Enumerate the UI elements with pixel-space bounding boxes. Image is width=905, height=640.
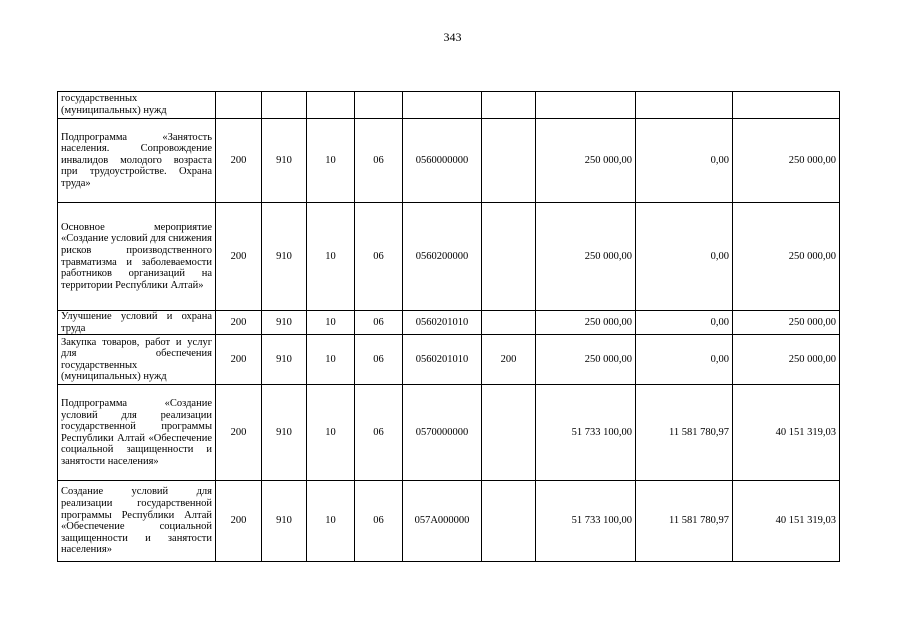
ved-code-cell: 200 bbox=[216, 335, 262, 385]
ved-code-cell: 200 bbox=[216, 481, 262, 562]
row-name-cell: Подпрограмма «Занятость населения. Сопровождение инвалидов молодого возраста при трудоустройстве. Охрана труда» bbox=[58, 119, 216, 203]
ved-code-cell bbox=[216, 92, 262, 119]
planned-amount-cell: 250 000,00 bbox=[536, 311, 636, 335]
executed-amount-cell: 0,00 bbox=[636, 311, 733, 335]
row-name-cell: Создание условий для реализации государственной программы Республики Алтай «Обеспечение социальной защищенности и занятости населения» bbox=[58, 481, 216, 562]
target-article-code-cell: 0560201010 bbox=[403, 311, 482, 335]
page-number: 343 bbox=[443, 30, 462, 44]
remainder-amount-cell: 250 000,00 bbox=[733, 311, 840, 335]
ved-code-cell: 200 bbox=[216, 119, 262, 203]
planned-amount-cell: 250 000,00 bbox=[536, 203, 636, 311]
planned-amount-cell: 250 000,00 bbox=[536, 119, 636, 203]
expense-type-code-cell bbox=[482, 311, 536, 335]
ved-code-cell: 200 bbox=[216, 385, 262, 481]
section-code-cell: 06 bbox=[355, 385, 403, 481]
planned-amount-cell bbox=[536, 92, 636, 119]
razdel-code-cell: 910 bbox=[262, 335, 307, 385]
target-article-code-cell: 057А000000 bbox=[403, 481, 482, 562]
podrazdel-code-cell: 10 bbox=[307, 481, 355, 562]
table-row bbox=[58, 311, 840, 335]
remainder-amount-cell: 40 151 319,03 bbox=[733, 385, 840, 481]
section-code-cell: 06 bbox=[355, 481, 403, 562]
podrazdel-code-cell: 10 bbox=[307, 335, 355, 385]
executed-amount-cell: 11 581 780,97 bbox=[636, 481, 733, 562]
executed-amount-cell bbox=[636, 92, 733, 119]
executed-amount-cell: 0,00 bbox=[636, 119, 733, 203]
ved-code-cell: 200 bbox=[216, 203, 262, 311]
expense-type-code-cell: 200 bbox=[482, 335, 536, 385]
row-name-cell: Улучшение условий и охрана труда bbox=[58, 311, 216, 335]
expense-type-code-cell bbox=[482, 203, 536, 311]
target-article-code-cell bbox=[403, 92, 482, 119]
podrazdel-code-cell: 10 bbox=[307, 385, 355, 481]
razdel-code-cell: 910 bbox=[262, 311, 307, 335]
razdel-code-cell: 910 bbox=[262, 481, 307, 562]
podrazdel-code-cell: 10 bbox=[307, 311, 355, 335]
razdel-code-cell bbox=[262, 92, 307, 119]
row-name-cell: государственных (муниципальных) нужд bbox=[58, 92, 216, 119]
podrazdel-code-cell: 10 bbox=[307, 119, 355, 203]
planned-amount-cell: 51 733 100,00 bbox=[536, 481, 636, 562]
target-article-code-cell: 0560200000 bbox=[403, 203, 482, 311]
section-code-cell: 06 bbox=[355, 311, 403, 335]
razdel-code-cell: 910 bbox=[262, 385, 307, 481]
razdel-code-cell: 910 bbox=[262, 119, 307, 203]
target-article-code-cell: 0570000000 bbox=[403, 385, 482, 481]
executed-amount-cell: 0,00 bbox=[636, 203, 733, 311]
executed-amount-cell: 11 581 780,97 bbox=[636, 385, 733, 481]
expense-type-code-cell bbox=[482, 119, 536, 203]
table-row bbox=[58, 119, 840, 203]
expense-type-code-cell bbox=[482, 385, 536, 481]
row-name-cell: Закупка товаров, работ и услуг для обеспечения государственных (муниципальных) нужд bbox=[58, 335, 216, 385]
table-row bbox=[58, 385, 840, 481]
table-row bbox=[58, 92, 840, 119]
table-row bbox=[58, 481, 840, 562]
section-code-cell: 06 bbox=[355, 119, 403, 203]
planned-amount-cell: 51 733 100,00 bbox=[536, 385, 636, 481]
expense-type-code-cell bbox=[482, 481, 536, 562]
target-article-code-cell: 0560000000 bbox=[403, 119, 482, 203]
table-row bbox=[58, 203, 840, 311]
budget-table bbox=[57, 91, 840, 562]
planned-amount-cell: 250 000,00 bbox=[536, 335, 636, 385]
remainder-amount-cell: 250 000,00 bbox=[733, 335, 840, 385]
razdel-code-cell: 910 bbox=[262, 203, 307, 311]
row-name-cell: Подпрограмма «Создание условий для реализации государственной программы Республики Алтай «Обеспечение социальной защищенности и занятости населения» bbox=[58, 385, 216, 481]
ved-code-cell: 200 bbox=[216, 311, 262, 335]
executed-amount-cell: 0,00 bbox=[636, 335, 733, 385]
podrazdel-code-cell: 10 bbox=[307, 203, 355, 311]
remainder-amount-cell bbox=[733, 92, 840, 119]
expense-type-code-cell bbox=[482, 92, 536, 119]
target-article-code-cell: 0560201010 bbox=[403, 335, 482, 385]
section-code-cell: 06 bbox=[355, 335, 403, 385]
remainder-amount-cell: 250 000,00 bbox=[733, 119, 840, 203]
section-code-cell: 06 bbox=[355, 203, 403, 311]
table-row bbox=[58, 335, 840, 385]
table-body bbox=[58, 92, 840, 562]
row-name-cell: Основное мероприятие «Создание условий для снижения рисков производственного травматизма и заболеваемости работников организаций на территории Республики Алтай» bbox=[58, 203, 216, 311]
remainder-amount-cell: 40 151 319,03 bbox=[733, 481, 840, 562]
section-code-cell bbox=[355, 92, 403, 119]
remainder-amount-cell: 250 000,00 bbox=[733, 203, 840, 311]
podrazdel-code-cell bbox=[307, 92, 355, 119]
